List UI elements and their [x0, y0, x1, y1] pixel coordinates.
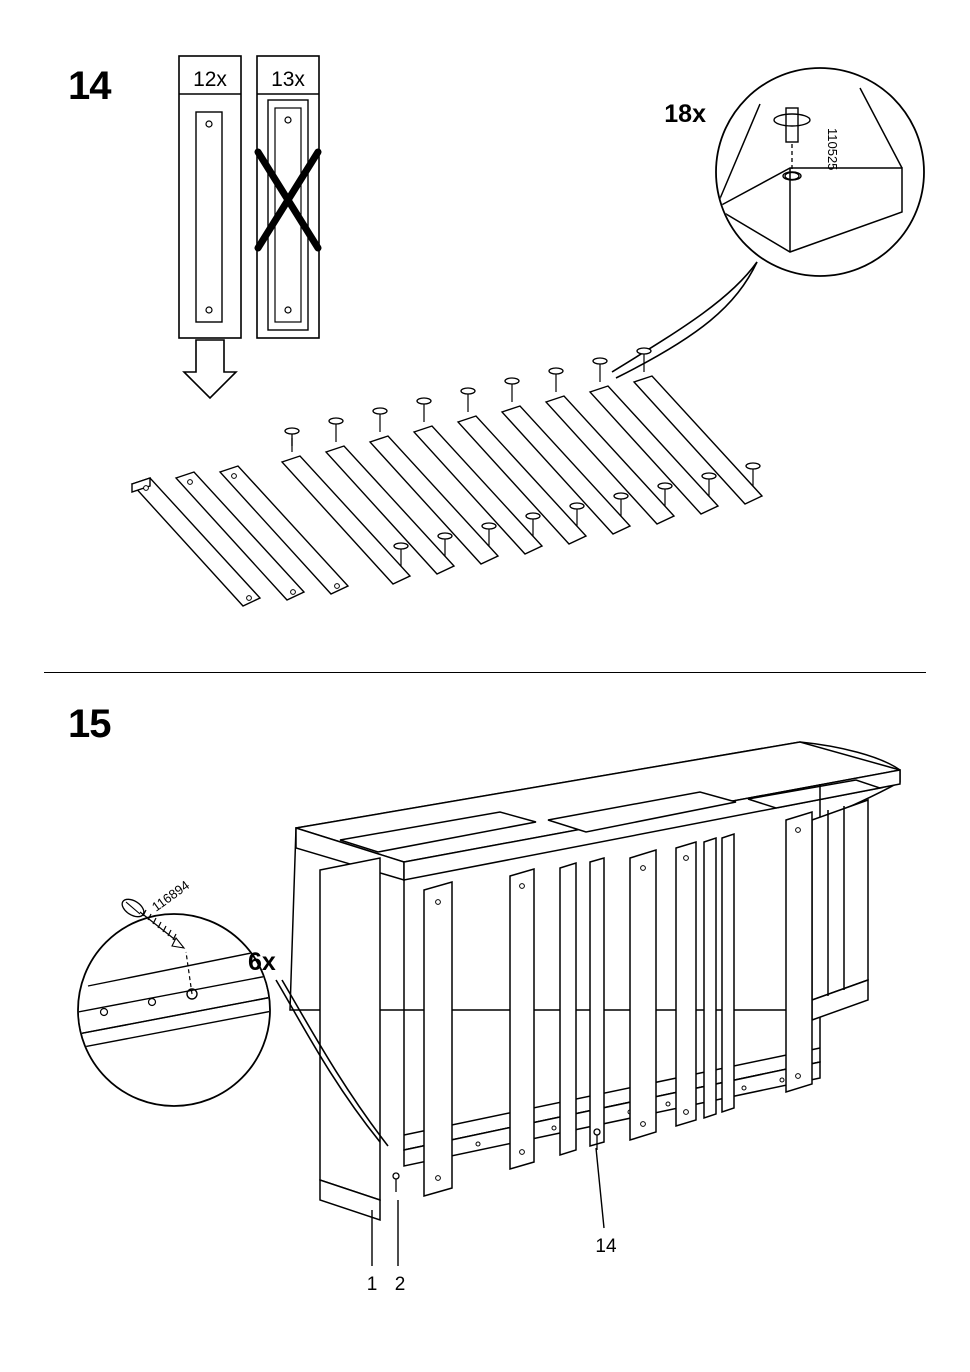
step-14-number: 14 [68, 64, 111, 108]
cross-out-icon [258, 152, 318, 248]
step-15-illustration [0, 680, 970, 1372]
leader-label-2: 2 [394, 1274, 406, 1295]
dowel-peg-icon [285, 428, 299, 452]
screw-quantity-label: 6x [248, 948, 276, 976]
step-15 [0, 680, 970, 1372]
slat-dowelled-9 [634, 348, 762, 504]
dowel-quantity-label: 18x [664, 100, 706, 128]
dowel-peg-icon [549, 368, 563, 392]
slats-group [132, 348, 762, 606]
dowel-peg-icon [417, 398, 431, 422]
step-14-illustration [0, 0, 970, 680]
step-14 [0, 0, 970, 680]
part-option-correct-label: 12x [193, 68, 227, 91]
dowel-peg-icon [461, 388, 475, 412]
dowel-callout [612, 68, 924, 378]
dowel-part-code: 110525 [825, 128, 840, 171]
frame-assembly [290, 742, 900, 1220]
slat-part-icon [196, 112, 222, 322]
part-option-rejected-label: 13x [271, 68, 305, 91]
screw-part-code: 116894 [148, 877, 193, 915]
dowel-peg-icon [373, 408, 387, 432]
part-option-rejected[interactable] [257, 56, 319, 338]
leader-label-1: 1 [366, 1274, 378, 1295]
dowel-peg-icon [329, 418, 343, 442]
slat-part-icon [268, 100, 308, 330]
parts-selector [179, 56, 319, 398]
dowel-peg-icon [593, 358, 607, 382]
dowel-peg-icon [505, 378, 519, 402]
leader-label-14: 14 [595, 1236, 617, 1257]
step-15-number: 15 [68, 702, 111, 746]
part-option-correct[interactable] [179, 56, 241, 338]
down-arrow-icon [184, 340, 236, 398]
